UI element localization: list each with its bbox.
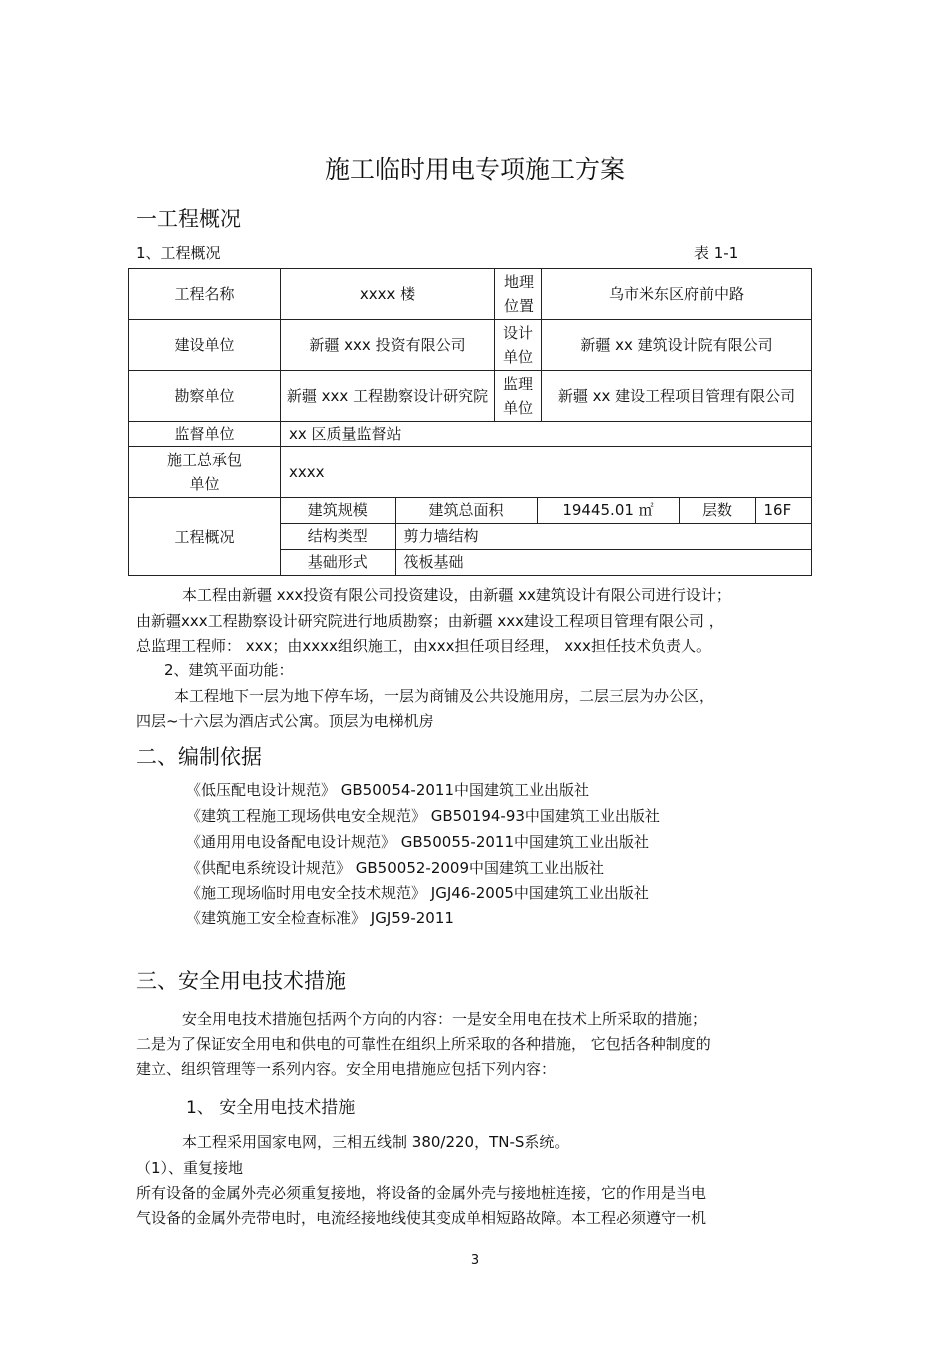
sub-label: 2、建筑平面功能： xyxy=(164,661,294,679)
section3-heading: 三、安全用电技术措施 xyxy=(136,969,346,993)
cell-label-text: 地理位置 xyxy=(503,273,534,315)
paragraph-line: 四层~十六层为酒店式公寓。顶层为电梯机房 xyxy=(136,712,434,730)
cell-value: 新疆 xx 建筑设计院有限公司 xyxy=(542,320,812,371)
cell-value: 筏板基础 xyxy=(403,553,464,571)
reference-item: 《供配电系统设计规范》 GB50052-2009中国建筑工业出版社 xyxy=(186,859,604,877)
cell-label: 层数 xyxy=(679,498,755,524)
paragraph-line: 建立、组织管理等一系列内容。安全用电措施应包括下列内容： xyxy=(136,1060,557,1078)
overview-subtable xyxy=(281,498,812,575)
cell-value: 新疆 xxx 投资有限公司 xyxy=(281,320,495,371)
cell-value: xxxx xyxy=(281,447,812,498)
project-overview-table xyxy=(128,268,812,576)
cell-label xyxy=(495,269,542,320)
paragraph-line: 安全用电技术措施包括两个方向的内容：一是安全用电在技术上所采取的措施； xyxy=(182,1010,708,1028)
cell-label: 监督单位 xyxy=(129,422,281,447)
paragraph-line: 所有设备的金属外壳必须重复接地，将设备的金属外壳与接地桩连接，它的作用是当电 xyxy=(136,1184,707,1202)
paragraph-line: 本工程地下一层为地下停车场，一层为商铺及公共设施用房，二层三层为办公区， xyxy=(174,687,715,705)
table-number: 表 1-1 xyxy=(694,244,739,262)
cell-value: 19445.01 ㎡ xyxy=(537,498,679,524)
reference-item: 《通用用电设备配电设计规范》 GB50055-2011中国建筑工业出版社 xyxy=(186,833,649,851)
cell-label xyxy=(129,447,281,498)
cell-value: 剪力墙结构 xyxy=(395,524,812,550)
cell-label: 工程名称 xyxy=(129,269,281,320)
cell-label: 基础形式 xyxy=(281,550,395,576)
document-title: 施工临时用电专项施工方案 xyxy=(324,155,625,184)
paragraph-line: 气设备的金属外壳带电时，电流经接地线使其变成单相短路故障。本工程必须遵守一机 xyxy=(136,1209,707,1227)
cell-label xyxy=(495,320,542,371)
paragraph-line: 由新疆xxx工程勘察设计研究院进行地质勘察；由新疆 xxx建设工程项目管理有限公司 ， xyxy=(136,612,724,630)
cell-value: xxxx 楼 xyxy=(281,269,495,320)
cell-value: 新疆 xx 建设工程项目管理有限公司 xyxy=(542,371,812,422)
cell-value: xx 区质量监督站 xyxy=(281,422,812,447)
section1-heading: 一工程概况 xyxy=(136,207,241,231)
reference-item: 《建筑施工安全检查标准》 JGJ59-2011 xyxy=(186,909,454,927)
reference-item: 《施工现场临时用电安全技术规范》 JGJ46-2005中国建筑工业出版社 xyxy=(186,884,649,902)
reference-item: 《低压配电设计规范》 GB50054-2011中国建筑工业出版社 xyxy=(186,781,589,799)
section2-heading: 二、编制依据 xyxy=(136,745,262,769)
overview-subtable-cell xyxy=(281,498,812,576)
cell-label xyxy=(495,371,542,422)
cell-value: 乌市米东区府前中路 xyxy=(542,269,812,320)
page-number: 3 xyxy=(470,1253,480,1268)
cell-value: 新疆 xxx 工程勘察设计研究院 xyxy=(281,371,495,422)
paragraph-line: 本工程由新疆 xxx投资有限公司投资建设，由新疆 xx建筑设计有限公司进行设计； xyxy=(182,586,731,604)
cell-label: 建筑总面积 xyxy=(395,498,537,524)
cell-label: 建筑规模 xyxy=(281,498,395,524)
cell-label: 勘察单位 xyxy=(129,371,281,422)
cell-label-text: 施工总承包单位 xyxy=(166,451,242,493)
cell-label: 建设单位 xyxy=(129,320,281,371)
paragraph-line: 总监理工程师： xxx；由xxxx组织施工，由xxx担任项目经理， xxx担任技术负责人。 xyxy=(136,637,711,655)
item-label: （1）、重复接地 xyxy=(136,1159,244,1177)
reference-item: 《建筑工程施工现场供电安全规范》 GB50194-93中国建筑工业出版社 xyxy=(186,807,660,825)
paragraph-line: 二是为了保证安全用电和供电的可靠性在组织上所采取的各种措施， 它包括各种制度的 xyxy=(136,1035,711,1053)
cell-label-text: 设计单位 xyxy=(502,324,533,366)
cell-value: 16F xyxy=(755,498,812,524)
cell-label: 工程概况 xyxy=(129,498,281,576)
subsection-heading: 1、 安全用电技术措施 xyxy=(186,1098,356,1118)
paragraph-line: 本工程采用国家电网，三相五线制 380/220，TN-S系统。 xyxy=(182,1133,570,1151)
cell-label: 结构类型 xyxy=(281,524,395,550)
cell-label-text: 监理单位 xyxy=(502,375,533,417)
section1-sub-label: 1、工程概况 xyxy=(136,244,221,262)
